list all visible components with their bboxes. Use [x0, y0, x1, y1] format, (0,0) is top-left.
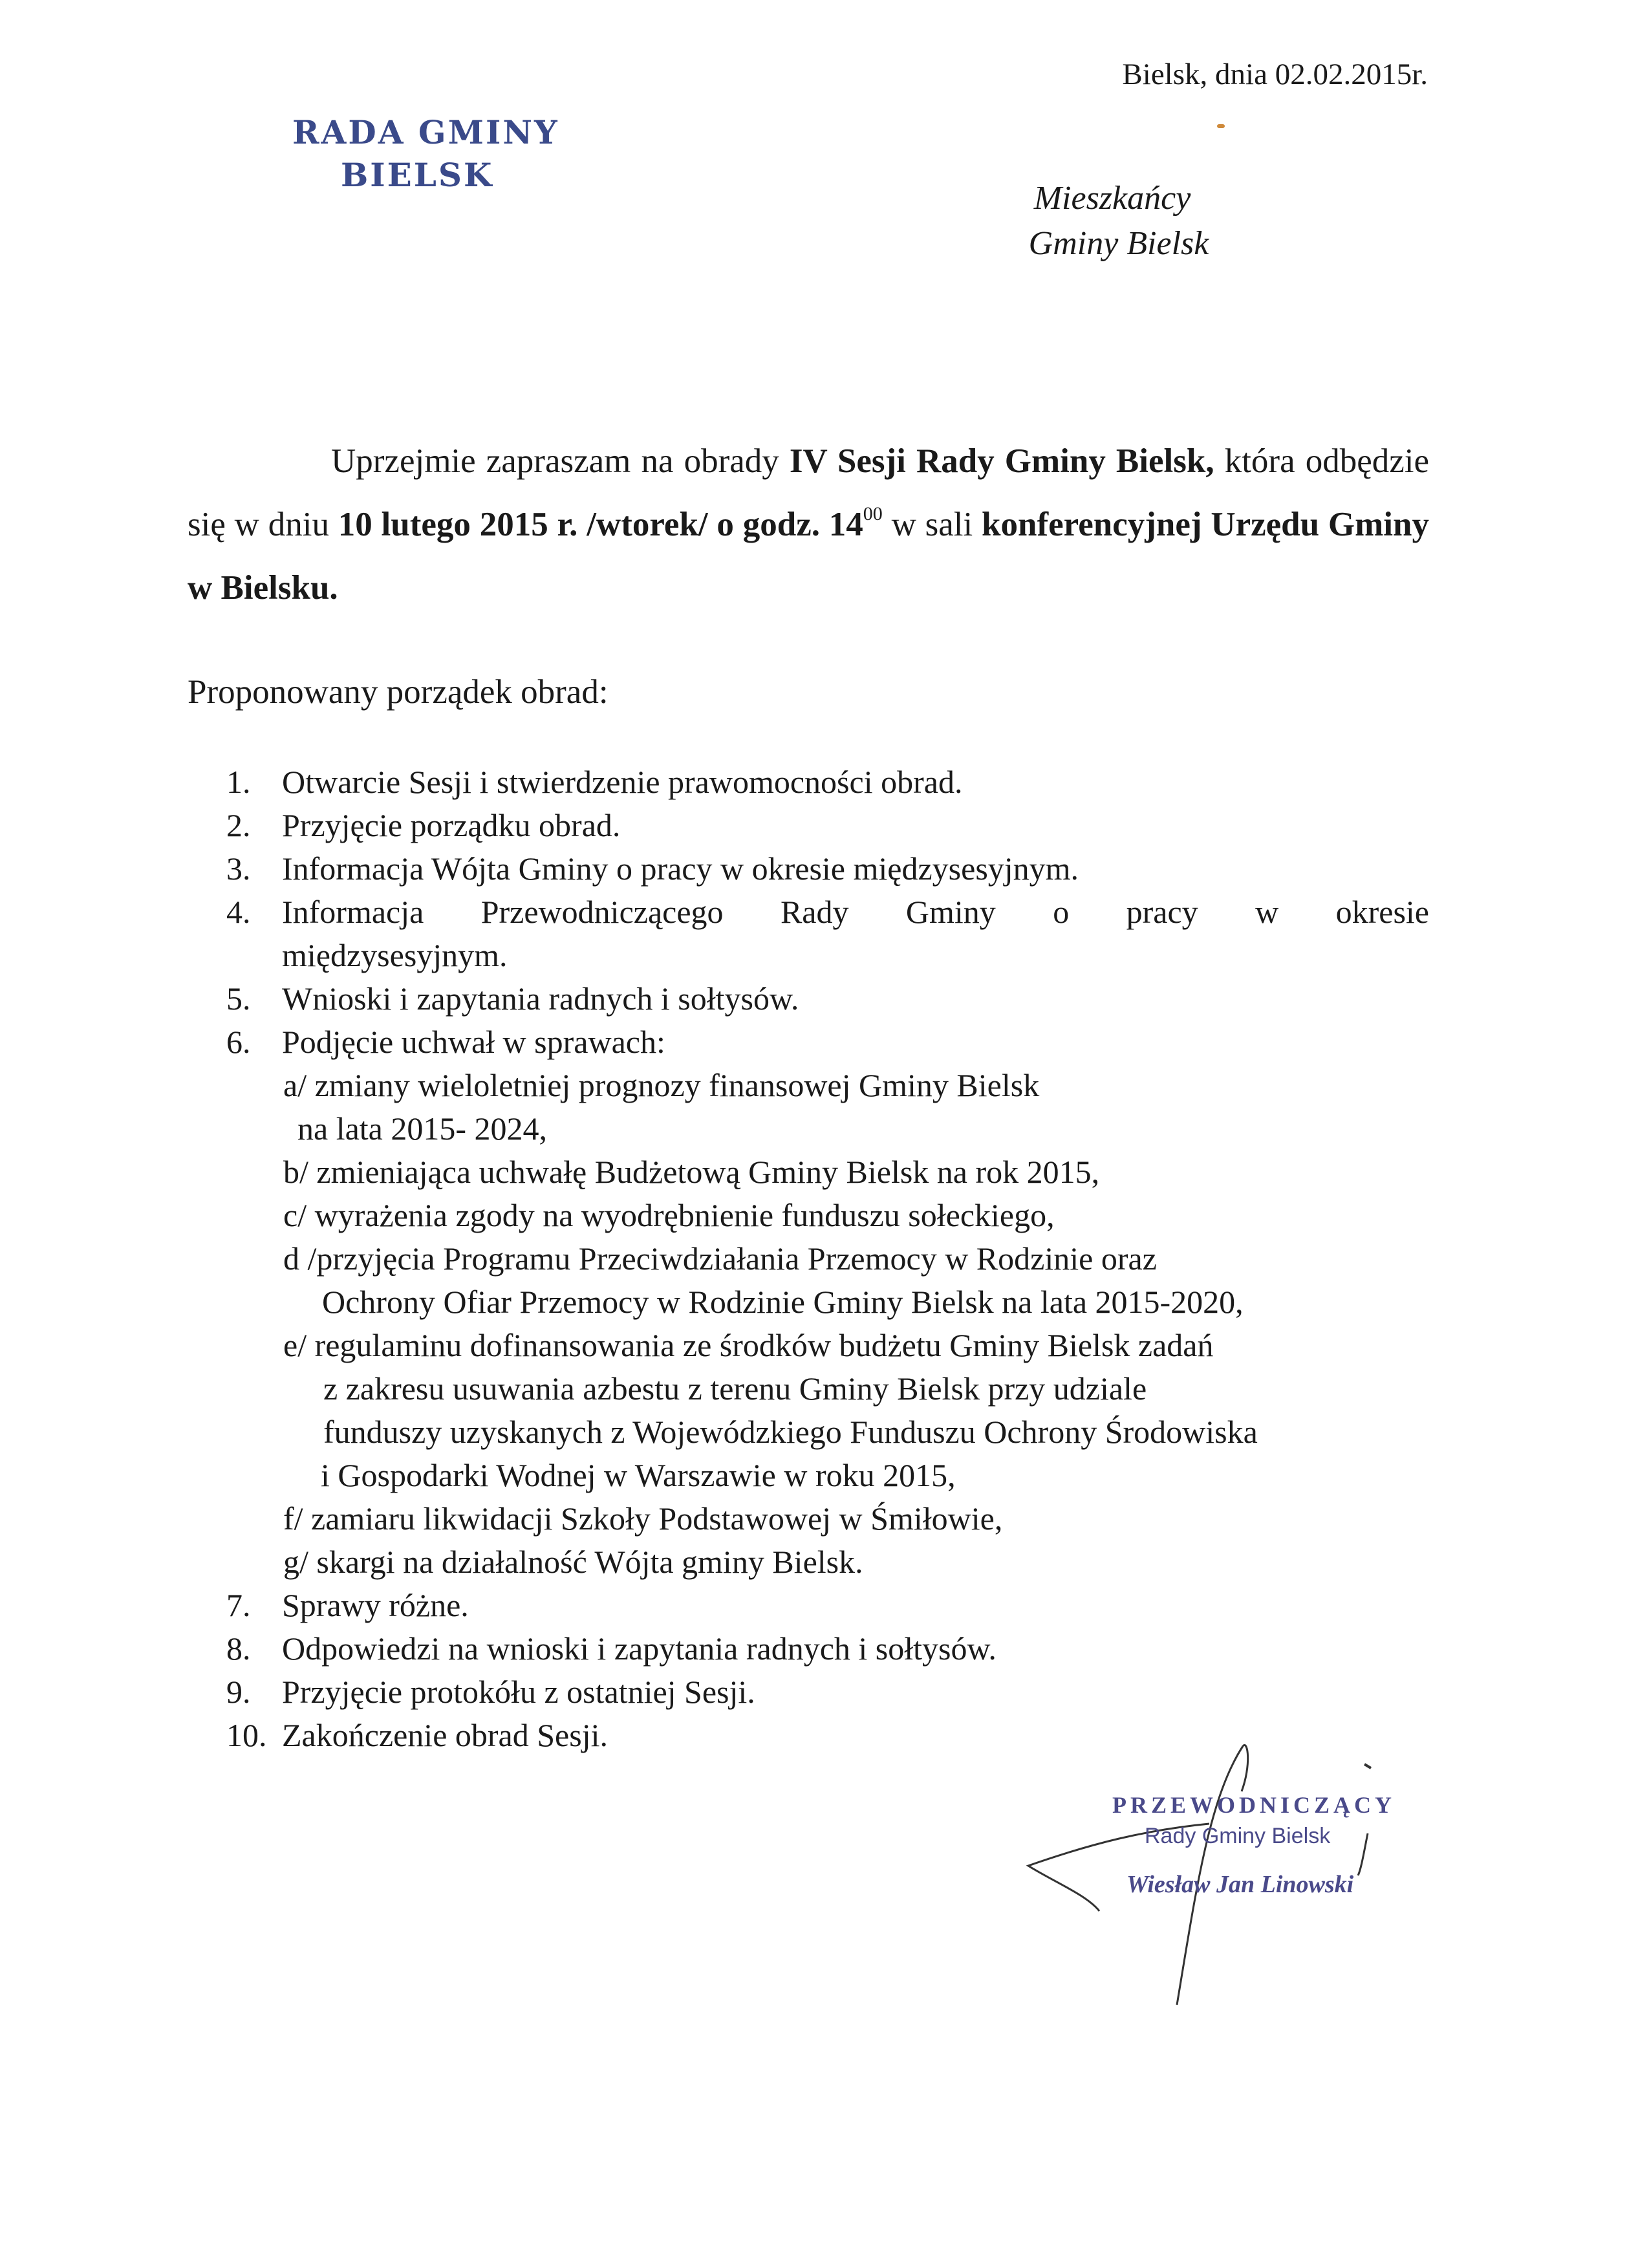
agenda-item [226, 977, 1429, 1021]
intro-minutes: 00 [863, 503, 883, 524]
item-text: Podjęcie uchwał w sprawach: [282, 1024, 665, 1060]
subitem-f: f/ zamiaru likwidacji Szkoły Podstawowej w Śmiłowie, [283, 1500, 1003, 1537]
item-text: Przyjęcie protokółu z ostatniej Sesji. [282, 1674, 755, 1710]
invitation-paragraph [188, 429, 1429, 620]
agenda-item [226, 847, 1429, 891]
agenda-item [226, 761, 1429, 804]
council-stamp [292, 111, 559, 197]
signature-organization: Rady Gminy Bielsk [1145, 1824, 1331, 1848]
item-number: 8. [226, 1630, 251, 1667]
subitem-g: g/ skargi na działalność Wójta gminy Bielsk. [283, 1544, 863, 1580]
item-text: Odpowiedzi na wnioski i zapytania radnych i sołtysów. [282, 1630, 997, 1667]
item-text: Otwarcie Sesji i stwierdzenie prawomocności obrad. [282, 764, 963, 800]
subitem-b: b/ zmieniająca uchwałę Budżetową Gminy Bielsk na rok 2015, [283, 1154, 1100, 1190]
item-number: 10. [226, 1717, 267, 1753]
intro-session: IV Sesji Rady Gminy Bielsk, [789, 442, 1214, 480]
subitem-e-continuation: z zakresu usuwania azbestu z terenu Gminy Bielsk przy udziale [323, 1370, 1147, 1407]
ink-dot [1217, 124, 1225, 128]
agenda-title: Proponowany porządek obrad: [188, 673, 609, 711]
subitem-a-continuation: na lata 2015- 2024, [297, 1110, 548, 1147]
subitem-d: d /przyjęcia Programu Przeciwdziałania Przemocy w Rodzinie oraz [283, 1240, 1157, 1277]
letter-date: Bielsk, dnia 02.02.2015r. [1122, 58, 1428, 91]
item-number: 1. [226, 764, 251, 800]
agenda-item [226, 1584, 1429, 1627]
subitem-d-continuation: Ochrony Ofiar Przemocy w Rodzinie Gminy Bielsk na lata 2015-2020, [322, 1284, 1244, 1320]
handwritten-signature [1015, 1720, 1429, 2018]
agenda-item [226, 1627, 1429, 1670]
stamp-line-1: RADA GMINY [292, 113, 559, 151]
agenda-item [226, 804, 1429, 847]
item-number: 4. [226, 894, 251, 930]
item-number: 7. [226, 1587, 251, 1623]
agenda-item [226, 1670, 1429, 1714]
agenda-item [226, 891, 1429, 934]
intro-text-1: Uprzejmie zapraszam na obrady [331, 442, 790, 480]
agenda-list [226, 761, 1429, 1757]
stamp-line-2: BIELSK [341, 156, 494, 194]
agenda-item [226, 1021, 1429, 1064]
subitem-c: c/ wyrażenia zgody na wyodrębnienie funduszu sołeckiego, [283, 1197, 1055, 1233]
item-number: 5. [226, 980, 251, 1017]
signature-title: PRZEWODNICZĄCY [1112, 1792, 1396, 1818]
subitem-a: a/ zmiany wieloletniej prognozy finansowej Gminy Bielsk [283, 1067, 1040, 1103]
signature-block [1015, 1720, 1429, 2018]
item-text: Informacja Wójta Gminy o pracy w okresie międzysesyjnym. [282, 850, 1079, 887]
subitem-e-continuation: funduszy uzyskanych z Wojewódzkiego Funduszu Ochrony Środowiska [323, 1414, 1258, 1450]
item-text: Zakończenie obrad Sesji. [282, 1717, 608, 1753]
subitem-e: e/ regulaminu dofinansowania ze środków budżetu Gminy Bielsk zadań [283, 1327, 1214, 1363]
item-number: 2. [226, 807, 251, 843]
item-text: Informacja Przewodniczącego Rady Gminy o pracy w okresie [282, 894, 1429, 930]
item-number: 9. [226, 1674, 251, 1710]
intro-datetime: 10 lutego 2015 r. /wtorek/ o godz. 14 [338, 506, 863, 543]
item-text: Sprawy różne. [282, 1587, 469, 1623]
item-number: 6. [226, 1024, 251, 1060]
signature-name: Wiesław Jan Linowski [1126, 1871, 1354, 1898]
item-text: Wnioski i zapytania radnych i sołtysów. [282, 980, 799, 1017]
intro-venue: konferencyjnej Urzędu Gminy w Bielsku. [188, 506, 1430, 607]
item-number: 3. [226, 850, 251, 887]
item-text: Przyjęcie porządku obrad. [282, 807, 621, 843]
recipient-line-1: Mieszkańcy [1033, 180, 1191, 217]
subitem-e-continuation: i Gospodarki Wodnej w Warszawie w roku 2015, [321, 1457, 956, 1493]
recipient-line-2: Gminy Bielsk [1028, 225, 1209, 262]
recipient [1009, 176, 1229, 266]
item-continuation: międzysesyjnym. [282, 937, 508, 973]
intro-text-3: w sali [882, 506, 982, 543]
intro-text-2: która odbędzie się w dniu [188, 442, 1429, 543]
